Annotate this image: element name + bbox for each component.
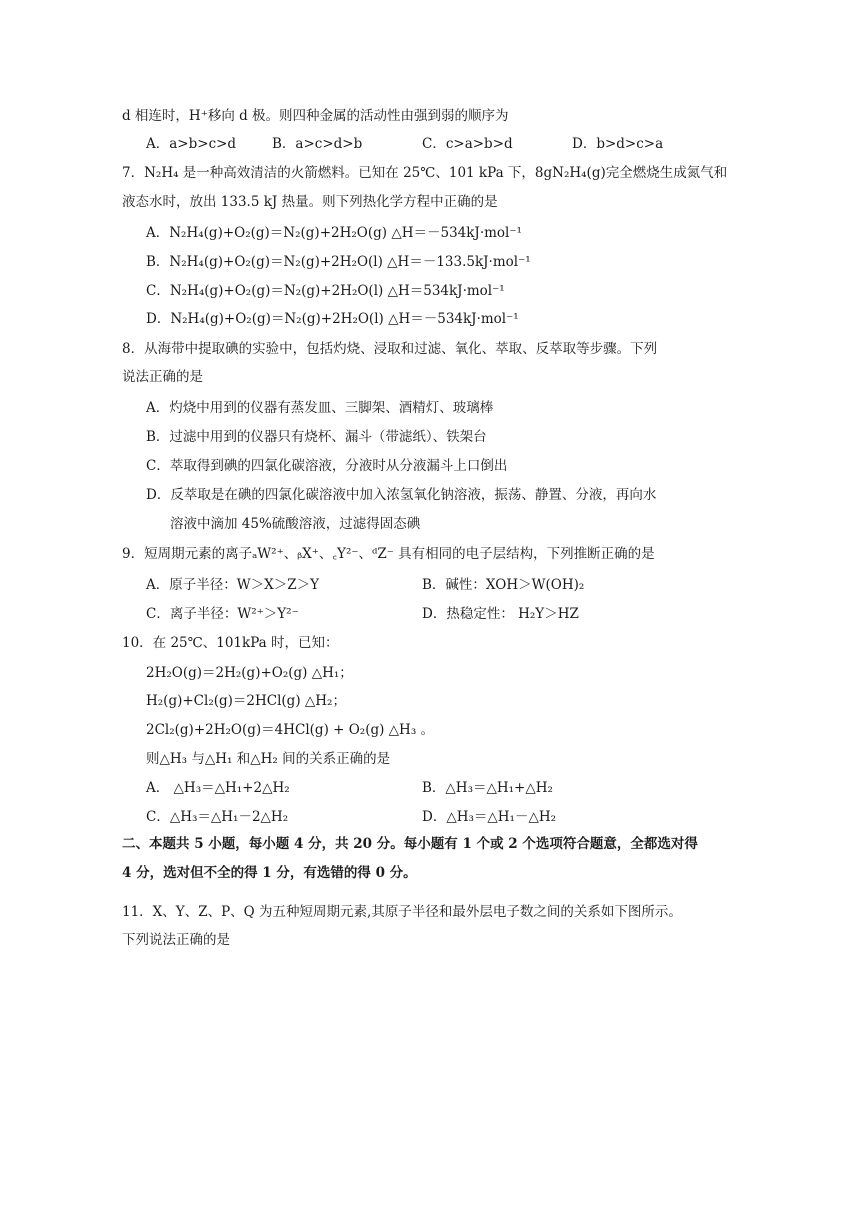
q6-option-c: C．c>a>b>d (422, 136, 513, 152)
q10-option-c: C．△H₃＝△H₁－2△H₂ (146, 809, 289, 825)
q6-option-b: B．a>c>d>b (272, 136, 363, 152)
q10-option-a: A． △H₃＝△H₁+2△H₂ (146, 780, 290, 796)
section-2-heading-line-1: 二、本题共 5 小题，每小题 4 分，共 20 分。每小题有 1 个或 2 个选项符合题意，全都选对得 (122, 836, 698, 852)
q10-equation-2: H₂(g)+Cl₂(g)＝2HCl(g) △H₂； (146, 693, 346, 709)
section-2-heading-line-2: 4 分，选对但不全的得 1 分，有选错的得 0 分。 (122, 865, 417, 881)
q8-option-d-line-1: D．反萃取是在碘的四氯化碳溶液中加入浓氢氧化钠溶液，振荡、静置、分液，再向水 (146, 487, 657, 503)
q11-stem-line-1: 11．X、Y、Z、P、Q 为五种短周期元素,其原子半径和最外层电子数之间的关系如下图所示。 (122, 904, 682, 920)
q9-option-c: C．离子半径：W²⁺＞Y²⁻ (146, 606, 299, 622)
q8-option-c: C．萃取得到碘的四氯化碳溶液，分液时从分液漏斗上口倒出 (146, 458, 508, 474)
q7-option-b: B．N₂H₄(g)+O₂(g)＝N₂(g)+2H₂O(l) △H＝－133.5kJ·mol⁻¹ (146, 254, 531, 270)
q9-option-a: A．原子半径：W＞X＞Z＞Y (146, 577, 320, 593)
q9-option-d: D．热稳定性： H₂Y＞HZ (422, 606, 579, 622)
q10-equation-1: 2H₂O(g)＝2H₂(g)+O₂(g) △H₁； (146, 665, 353, 681)
q8-stem-line-1: 8．从海带中提取碘的实验中，包括灼烧、浸取和过滤、氧化、萃取、反萃取等步骤。下列 (122, 341, 658, 357)
question-6-stem-end: d 相连时，H⁺移向 d 极。则四种金属的活动性由强到弱的顺序为 (122, 108, 509, 124)
q7-stem-line-1: 7．N₂H₄ 是一种高效清洁的火箭燃料。已知在 25℃、101 kPa 下，8gN₂H₄(g)完全燃烧生成氮气和 (122, 165, 728, 181)
q11-stem-line-2: 下列说法正确的是 (122, 932, 230, 948)
q7-option-a: A．N₂H₄(g)+O₂(g)＝N₂(g)+2H₂O(g) △H＝－534kJ·mol⁻¹ (146, 225, 522, 241)
q6-option-d: D．b>d>c>a (572, 136, 664, 152)
q9-option-b: B．碱性：XOH＞W(OH)₂ (422, 577, 585, 593)
q10-option-d: D．△H₃＝△H₁－△H₂ (422, 809, 557, 825)
q10-equation-3: 2Cl₂(g)+2H₂O(g)＝4HCl(g) + O₂(g) △H₃ 。 (146, 722, 435, 738)
q10-option-b: B．△H₃＝△H₁+△H₂ (422, 780, 553, 796)
q8-option-b: B．过滤中用到的仪器只有烧杯、漏斗（带滤纸）、铁架台 (146, 429, 487, 445)
q8-stem-line-2: 说法正确的是 (122, 369, 203, 385)
q10-stem: 10．在 25℃、101kPa 时，已知： (122, 635, 339, 651)
q7-option-c: C．N₂H₄(g)+O₂(g)＝N₂(g)+2H₂O(l) △H＝534kJ·mol⁻¹ (146, 283, 505, 299)
q8-option-d-line-2: 溶液中滴加 45%硫酸溶液，过滤得固态碘 (170, 516, 421, 532)
q7-option-d: D．N₂H₄(g)+O₂(g)＝N₂(g)+2H₂O(l) △H＝－534kJ·mol⁻¹ (146, 311, 519, 327)
q6-option-a: A．a>b>c>d (146, 136, 237, 152)
q10-question: 则△H₃ 与△H₁ 和△H₂ 间的关系正确的是 (146, 751, 391, 767)
q9-stem: 9．短周期元素的离子ₐW²⁺、ᵦX⁺、꜀Y²⁻、ᵈZ⁻ 具有相同的电子层结构，下列推断正确的是 (122, 546, 655, 562)
q8-option-a: A．灼烧中用到的仪器有蒸发皿、三脚架、酒精灯、玻璃棒 (146, 400, 494, 416)
q7-stem-line-2: 液态水时，放出 133.5 kJ 热量。则下列热化学方程中正确的是 (122, 194, 498, 210)
